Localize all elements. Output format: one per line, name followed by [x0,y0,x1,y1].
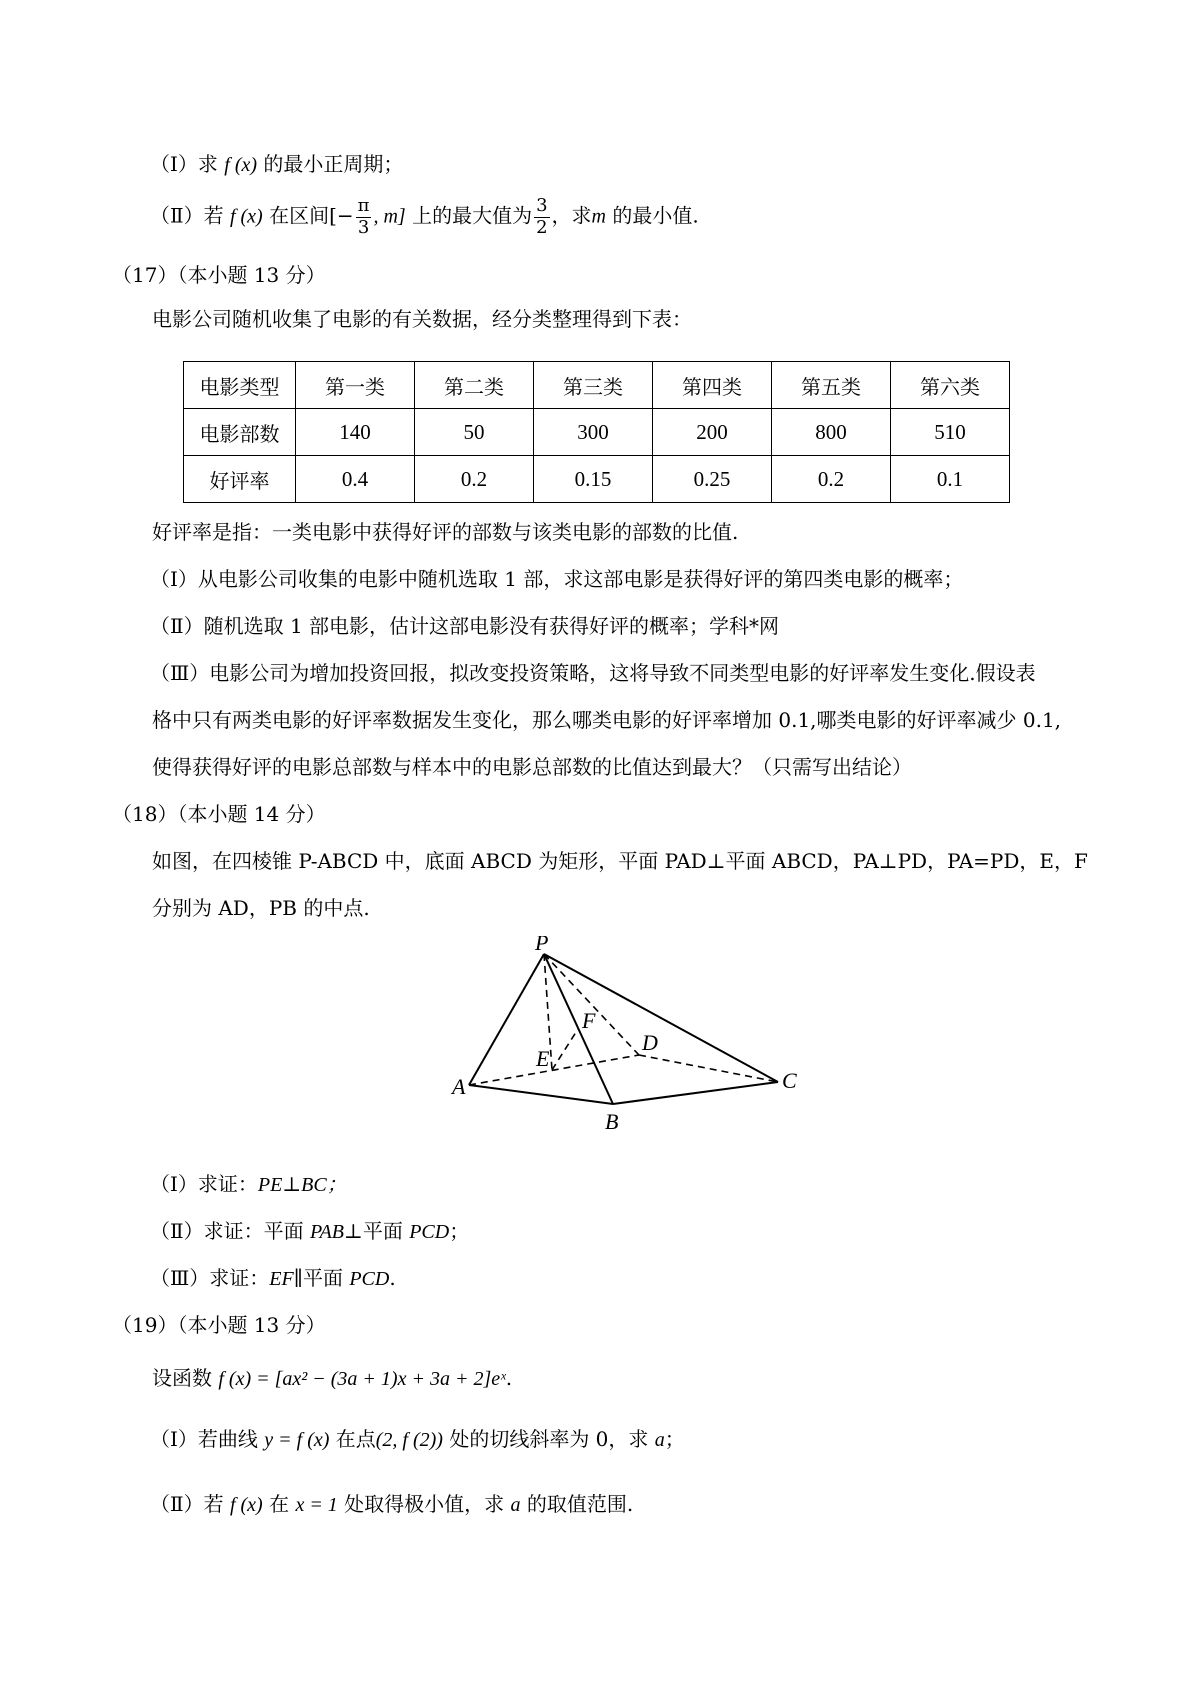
q19-intro: 设函数 f (x) = [ax² − (3a + 1)x + 3a + 2]eˣ. [152,1366,513,1390]
q19-part1: （Ⅰ）若曲线 y = f (x) 在点(2, f (2)) 处的切线斜率为 0，求 a； [150,1427,685,1451]
q17-intro: 电影公司随机收集了电影的有关数据，经分类整理得到下表： [152,307,692,331]
table-cell: 电影类型 [184,362,296,409]
three-halves-fraction: $\frac{3}{2}$ [536,195,548,238]
table-cell: 第六类 [891,362,1010,409]
table-row [184,362,1010,409]
table-cell: 200 [653,409,772,456]
q17-part3-line3: 使得获得好评的电影总部数与样本中的电影总部数的比值达到最大？（只需写出结论） [152,755,912,779]
label-E: E [536,1046,550,1071]
table-cell: 第三类 [534,362,653,409]
q19-header: （19）（本小题 13 分） [112,1313,326,1337]
q16-part1: （Ⅰ）求 f (x) 的最小正周期； [150,152,404,176]
label-P: P [535,936,549,955]
table-row [184,409,1010,456]
table-cell: 800 [772,409,891,456]
label-A: A [452,1074,466,1099]
table-cell: 好评率 [184,456,296,503]
table-cell: 0.15 [534,456,653,503]
q18-header: （18）（本小题 14 分） [112,802,326,826]
table-cell: 第一类 [296,362,415,409]
q17-header: （17）（本小题 13 分） [112,263,326,287]
table-cell: 0.2 [772,456,891,503]
q17-part1: （Ⅰ）从电影公司收集的电影中随机选取 1 部，求这部电影是获得好评的第四类电影的概率； [150,567,964,591]
movie-data-table [183,361,1010,503]
q17-part2: （Ⅱ）随机选取 1 部电影，估计这部电影没有获得好评的概率；学科*网 [150,614,780,638]
table-cell: 第五类 [772,362,891,409]
table-cell: 0.25 [653,456,772,503]
label-D: D [642,1030,658,1055]
table-cell: 140 [296,409,415,456]
pi-over-3-fraction: $\frac{\pi}{3}$ [357,195,370,238]
table-cell: 0.2 [415,456,534,503]
table-cell: 电影部数 [184,409,296,456]
table-cell: 510 [891,409,1010,456]
table-cell: 第二类 [415,362,534,409]
table-cell: 0.1 [891,456,1010,503]
q19-part2: （Ⅱ）若 f (x) 在 x = 1 处取得极小值，求 a 的取值范围. [150,1492,634,1516]
q17-definition: 好评率是指：一类电影中获得好评的部数与该类电影的部数的比值. [152,520,739,544]
label-C: C [782,1068,797,1093]
label-B: B [605,1109,619,1134]
table-cell: 50 [415,409,534,456]
table-cell: 300 [534,409,653,456]
table-cell: 0.4 [296,456,415,503]
q16-part2: （Ⅱ）若 f (x) 在区间[− $\frac{\pi}{3}$ , m] 上的最大值为 $\frac{3}{2}$ ，求m 的最小值. [150,195,699,238]
q18-part3: （Ⅲ）求证：EF∥平面 PCD. [150,1266,396,1290]
pyramid-figure [440,936,820,1146]
table-cell: 第四类 [653,362,772,409]
q18-part2: （Ⅱ）求证：平面 PAB⊥平面 PCD； [150,1219,470,1243]
table-row [184,456,1010,503]
q18-part1: （Ⅰ）求证：PE⊥BC； [150,1172,347,1196]
q17-part3-line1: （Ⅲ）电影公司为增加投资回报，拟改变投资策略，这将导致不同类型电影的好评率发生变化.假设表 [150,661,1036,685]
label-F: F [582,1008,596,1033]
q17-part3-line2: 格中只有两类电影的好评率数据发生变化，那么哪类电影的好评率增加 0.1,哪类电影的好评率减少 0.1, [152,708,1062,732]
q18-intro-line2: 分别为 AD，PB 的中点. [152,896,370,920]
q18-intro-line1: 如图，在四棱锥 P-ABCD 中，底面 ABCD 为矩形，平面 PAD⊥平面 ABCD，PA⊥PD，PA=PD，E，F [152,849,1088,873]
